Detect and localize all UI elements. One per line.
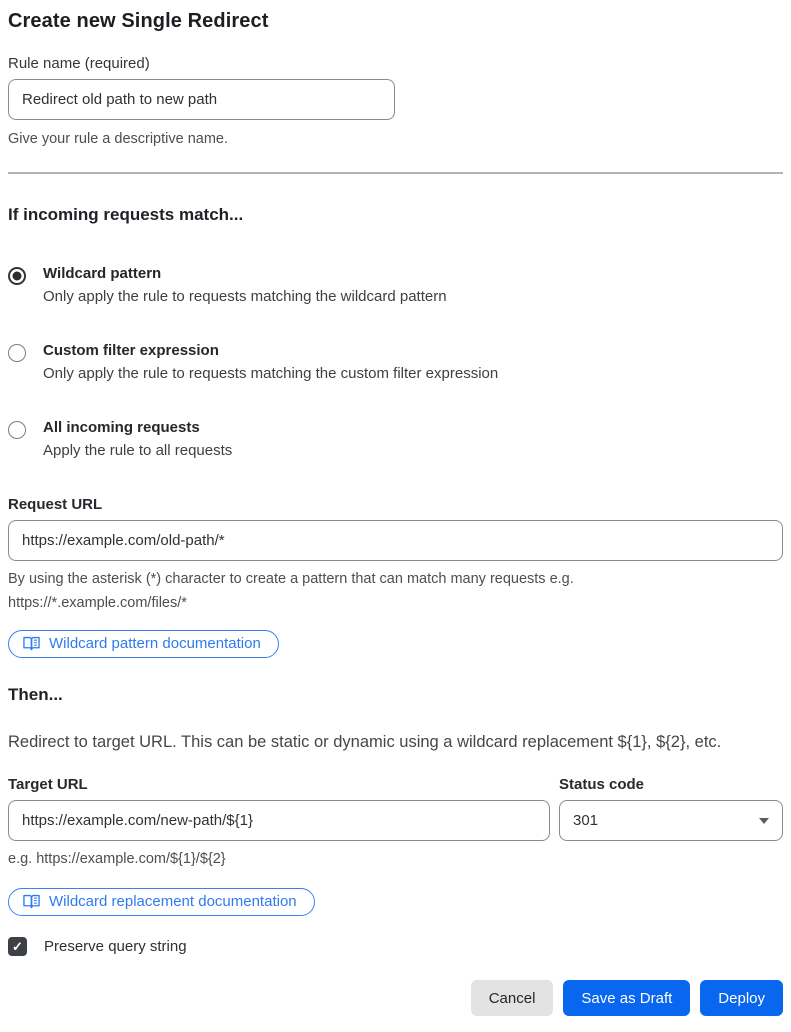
cancel-button[interactable]: Cancel bbox=[471, 980, 554, 1016]
radio-option-all-requests[interactable] bbox=[8, 419, 783, 459]
save-as-draft-button[interactable]: Save as Draft bbox=[563, 980, 690, 1016]
radio-option-label: Wildcard pattern bbox=[43, 265, 162, 282]
check-mark-icon: ✓ bbox=[12, 938, 23, 954]
radio-option-label: Custom filter expression bbox=[43, 342, 219, 359]
wildcard-replacement-doc-button[interactable] bbox=[8, 888, 315, 916]
radio-option-description: Only apply the rule to requests matching the custom filter expression bbox=[43, 365, 499, 382]
target-url-label: Target URL bbox=[8, 776, 88, 793]
target-row bbox=[8, 754, 783, 871]
status-code-label: Status code bbox=[559, 776, 645, 793]
match-section-heading: If incoming requests match... bbox=[8, 205, 244, 224]
match-radio-group bbox=[8, 265, 783, 459]
radio-option-wildcard-pattern[interactable] bbox=[8, 265, 783, 305]
preserve-query-checkbox-row[interactable] bbox=[8, 937, 783, 956]
request-url-input[interactable] bbox=[8, 520, 783, 561]
radio-selected-icon[interactable] bbox=[8, 267, 26, 285]
redirect-description: Redirect to target URL. This can be static or dynamic using a wildcard replacement ${1}, ${2}, etc. bbox=[8, 733, 722, 751]
then-section-heading: Then... bbox=[8, 685, 63, 704]
radio-option-label: All incoming requests bbox=[43, 419, 200, 436]
chevron-down-icon bbox=[759, 818, 769, 824]
page-title: Create new Single Redirect bbox=[8, 10, 269, 32]
doc-button-label: Wildcard pattern documentation bbox=[49, 635, 261, 652]
request-url-helper bbox=[8, 567, 783, 615]
radio-option-description: Only apply the rule to requests matching the wildcard pattern bbox=[43, 288, 447, 305]
radio-unselected-icon[interactable] bbox=[8, 344, 26, 362]
rule-name-input[interactable] bbox=[8, 79, 395, 120]
target-url-helper: e.g. https://example.com/${1}/${2} bbox=[8, 851, 226, 867]
request-url-label: Request URL bbox=[8, 496, 103, 513]
target-url-input[interactable] bbox=[8, 800, 550, 841]
radio-option-description: Apply the rule to all requests bbox=[43, 442, 233, 459]
open-book-icon bbox=[23, 636, 40, 651]
doc-button-label: Wildcard replacement documentation bbox=[49, 893, 297, 910]
request-url-helper-line2: https://*.example.com/files/* bbox=[8, 595, 187, 611]
status-code-select[interactable] bbox=[559, 800, 783, 841]
rule-name-label: Rule name (required) bbox=[8, 55, 150, 72]
deploy-button[interactable]: Deploy bbox=[700, 980, 783, 1016]
wildcard-pattern-doc-button[interactable] bbox=[8, 630, 279, 658]
open-book-icon bbox=[23, 894, 40, 909]
request-url-helper-line1: By using the asterisk (*) character to create a pattern that can match many requests e.g. bbox=[8, 571, 574, 587]
radio-unselected-icon[interactable] bbox=[8, 421, 26, 439]
radio-option-custom-filter[interactable] bbox=[8, 342, 783, 382]
status-code-value: 301 bbox=[573, 812, 599, 829]
rule-name-helper: Give your rule a descriptive name. bbox=[8, 131, 229, 147]
footer-actions bbox=[8, 980, 783, 1016]
checkbox-checked-icon[interactable] bbox=[8, 937, 27, 956]
preserve-query-label: Preserve query string bbox=[44, 938, 187, 955]
section-divider bbox=[8, 172, 783, 174]
